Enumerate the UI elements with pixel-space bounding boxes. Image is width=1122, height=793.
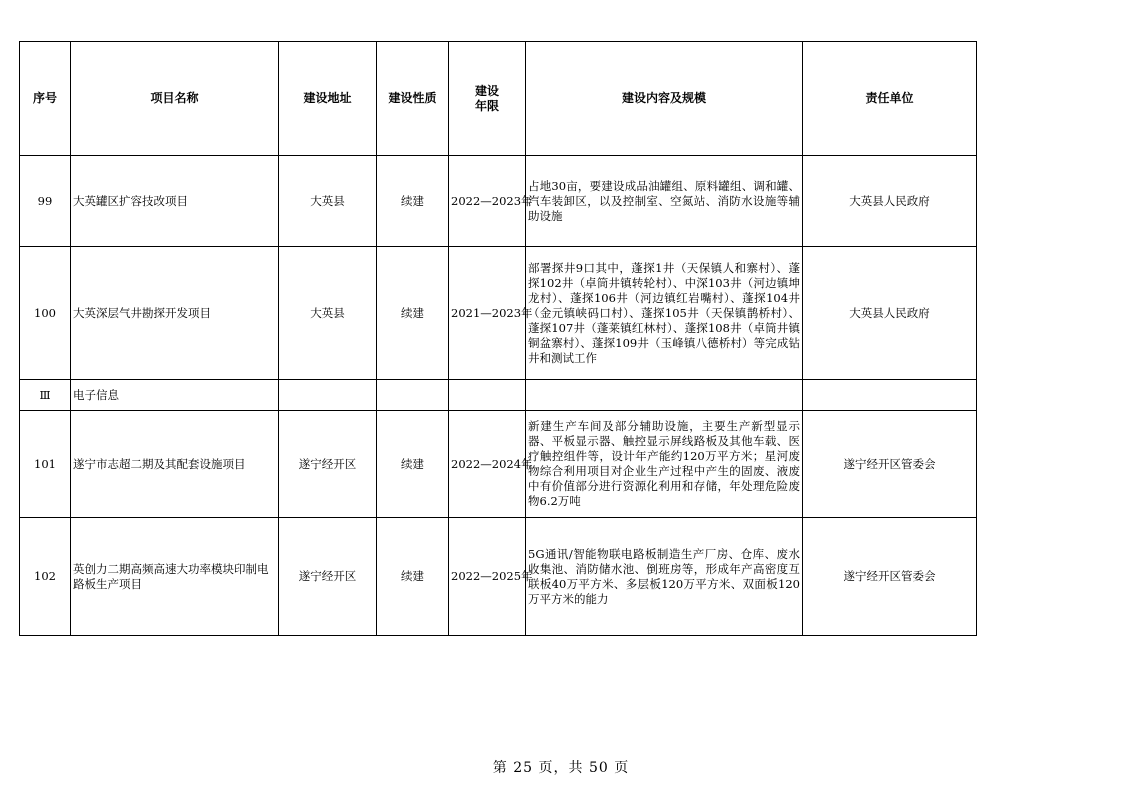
cell-unit: 大英县人民政府 (803, 247, 977, 380)
cell-nature: 续建 (377, 247, 449, 380)
page-footer: 第 25 页，共 50 页 (492, 760, 630, 776)
cell-name: 英创力二期高频高速大功率模块印制电路板生产项目 (71, 518, 279, 636)
header-row (20, 42, 977, 156)
cell-unit: 大英县人民政府 (803, 156, 977, 247)
cell-content: 占地30亩，要建设成品油罐组、原料罐组、调和罐、汽车装卸区，以及控制室、空氮站、消防水设施等辅助设施 (526, 156, 803, 247)
cell-address: 大英县 (279, 247, 377, 380)
cell-seq: 99 (20, 156, 71, 247)
table-row (20, 156, 977, 247)
empty-cell (279, 380, 377, 411)
cell-seq: 101 (20, 411, 71, 518)
section-row (20, 380, 977, 411)
section-label: 电子信息 (71, 380, 279, 411)
cell-years: 2022—2025年 (449, 518, 526, 636)
cell-address: 遂宁经开区 (279, 411, 377, 518)
cell-years: 2022—2023年 (449, 156, 526, 247)
project-table (19, 41, 977, 636)
empty-cell (449, 380, 526, 411)
empty-cell (803, 380, 977, 411)
cell-years: 2021—2023年 (449, 247, 526, 380)
header-nature: 建设性质 (377, 42, 449, 156)
cell-unit: 遂宁经开区管委会 (803, 411, 977, 518)
cell-address: 大英县 (279, 156, 377, 247)
cell-address: 遂宁经开区 (279, 518, 377, 636)
cell-nature: 续建 (377, 411, 449, 518)
cell-nature: 续建 (377, 518, 449, 636)
cell-name: 遂宁市志超二期及其配套设施项目 (71, 411, 279, 518)
empty-cell (377, 380, 449, 411)
header-name: 项目名称 (71, 42, 279, 156)
cell-content: 部署探井9口其中，蓬探1井（天保镇人和寨村）、蓬探102井（卓筒井镇转轮村）、中深103井（河边镇坤龙村）、蓬探106井（河边镇红岩嘴村）、蓬探104井（金元镇峡码口村）、蓬探105井（天保镇鹊桥村）、蓬探107井（蓬莱镇红林村）、蓬探108井（卓筒井镇铜盆寨村）、蓬探109井（玉峰镇八德桥村）等完成钻井和测试工作 (526, 247, 803, 380)
table-row (20, 247, 977, 380)
cell-name: 大英深层气井勘探开发项目 (71, 247, 279, 380)
header-years: 建设 年限 (449, 42, 526, 156)
cell-seq: 100 (20, 247, 71, 380)
table-row (20, 411, 977, 518)
cell-content: 新建生产车间及部分辅助设施，主要生产新型显示器、平板显示器、触控显示屏线路板及其他车载、医疗触控组件等，设计年产能约120万平方米；星河废物综合利用项目对企业生产过程中产生的固废、液废中有价值部分进行资源化利用和存储，年处理危险废物6.2万吨 (526, 411, 803, 518)
cell-content: 5G通讯/智能物联电路板制造生产厂房、仓库、废水收集池、消防储水池、倒班房等，形成年产高密度互联板40万平方米、多层板120万平方米、双面板120万平方米的能力 (526, 518, 803, 636)
header-seq: 序号 (20, 42, 71, 156)
cell-years: 2022—2024年 (449, 411, 526, 518)
cell-nature: 续建 (377, 156, 449, 247)
section-seq: Ⅲ (20, 380, 71, 411)
cell-seq: 102 (20, 518, 71, 636)
cell-name: 大英罐区扩容技改项目 (71, 156, 279, 247)
header-address: 建设地址 (279, 42, 377, 156)
cell-unit: 遂宁经开区管委会 (803, 518, 977, 636)
table-row (20, 518, 977, 636)
header-unit: 责任单位 (803, 42, 977, 156)
header-content: 建设内容及规模 (526, 42, 803, 156)
empty-cell (526, 380, 803, 411)
